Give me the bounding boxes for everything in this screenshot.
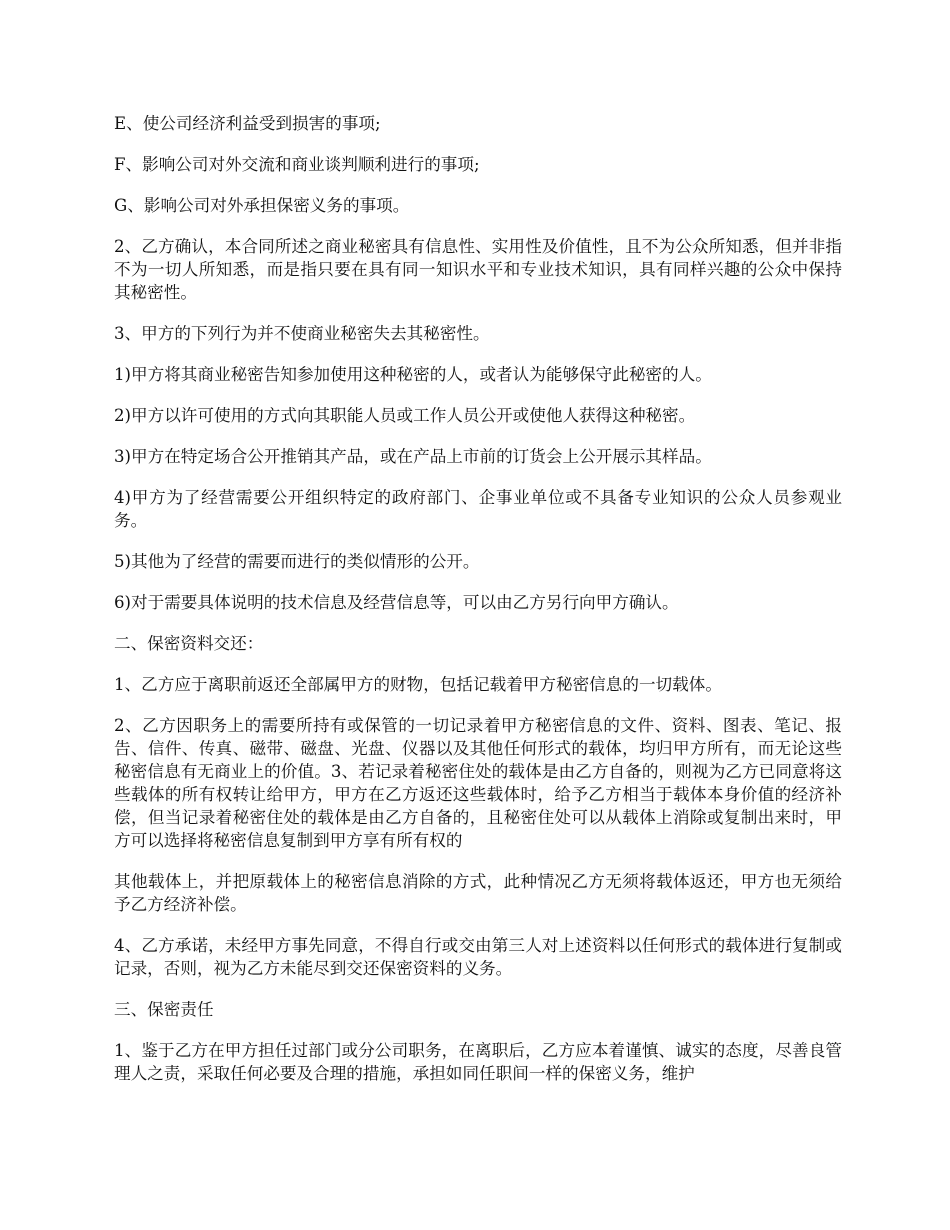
paragraph-item-e: E、使公司经济利益受到损害的事项; [114,114,381,133]
paragraph-clause-3-intro: 3、甲方的下列行为并不使商业秘密失去其秘密性。 [114,324,490,343]
paragraph-return-continuation: 其他载体上，并把原载体上的秘密信息消除的方式，此种情况乙方无须将载体返还，甲方也无须给予乙方经济补偿。 [114,872,842,914]
paragraph-subitem-4: 4)甲方为了经营需要公开组织特定的政府部门、企事业单位或不具备专业知识的公众人员参观业务。 [114,488,842,530]
paragraph-duty-clause-1: 1、鉴于乙方在甲方担任过部门或分公司职务，在离职后，乙方应本着谨慎、诚实的态度，尽善良管理人之责，采取任何必要及合理的措施，承担如同任职间一样的保密义务，维护 [114,1041,842,1083]
section-heading-2: 二、保密资料交还： [114,634,264,653]
paragraph-subitem-1: 1)甲方将其商业秘密告知参加使用这种秘密的人，或者认为能够保守此秘密的人。 [114,365,712,384]
paragraph-subitem-2: 2)甲方以许可使用的方式向其职能人员或工作人员公开或使他人获得这种秘密。 [114,406,696,425]
section-heading-3: 三、保密责任 [114,1000,214,1019]
paragraph-return-clause-2-3: 2、乙方因职务上的需要所持有或保管的一切记录着甲方秘密信息的文件、资料、图表、笔记、报告、信件、传真、磁带、磁盘、光盘、仪器以及其他任何形式的载体，均归甲方所有，而无论这些秘密信息有无商业上的价值。3、若记录着秘密住处的载体是由乙方自备的，则视为乙方已同意将这些载体的所有权转让给甲方，甲方在乙方返还这些载体时，给予乙方相当于载体本身价值的经济补偿，但当记录着秘密住处的载体是由乙方自备的，且秘密住处可以从载体上消除或复制出来时，甲方可以选择将秘密信息复制到甲方享有所有权的 [114,716,842,850]
paragraph-item-g: G、影响公司对外承担保密义务的事项。 [114,196,410,215]
paragraph-item-f: F、影响公司对外交流和商业谈判顺利进行的事项; [114,155,480,174]
paragraph-return-clause-1: 1、乙方应于离职前返还全部属甲方的财物，包括记载着甲方秘密信息的一切载体。 [114,675,722,694]
paragraph-return-clause-4: 4、乙方承诺，未经甲方事先同意，不得自行或交由第三人对上述资料以任何形式的载体进行复制或记录，否则，视为乙方未能尽到交还保密资料的义务。 [114,936,842,978]
paragraph-subitem-5: 5)其他为了经营的需要而进行的类似情形的公开。 [114,552,480,571]
paragraph-subitem-3: 3)甲方在特定场合公开推销其产品，或在产品上市前的订货会上公开展示其样品。 [114,447,712,466]
paragraph-subitem-6: 6)对于需要具体说明的技术信息及经营信息等，可以由乙方另行向甲方确认。 [114,593,679,612]
paragraph-clause-2-confirmation: 2、乙方确认，本合同所述之商业秘密具有信息性、实用性及价值性，且不为公众所知悉，但并非指不为一切人所知悉，而是指只要在具有同一知识水平和专业技术知识，具有同样兴趣的公众中保持其秘密性。 [114,237,842,302]
document-body [114,112,842,1103]
